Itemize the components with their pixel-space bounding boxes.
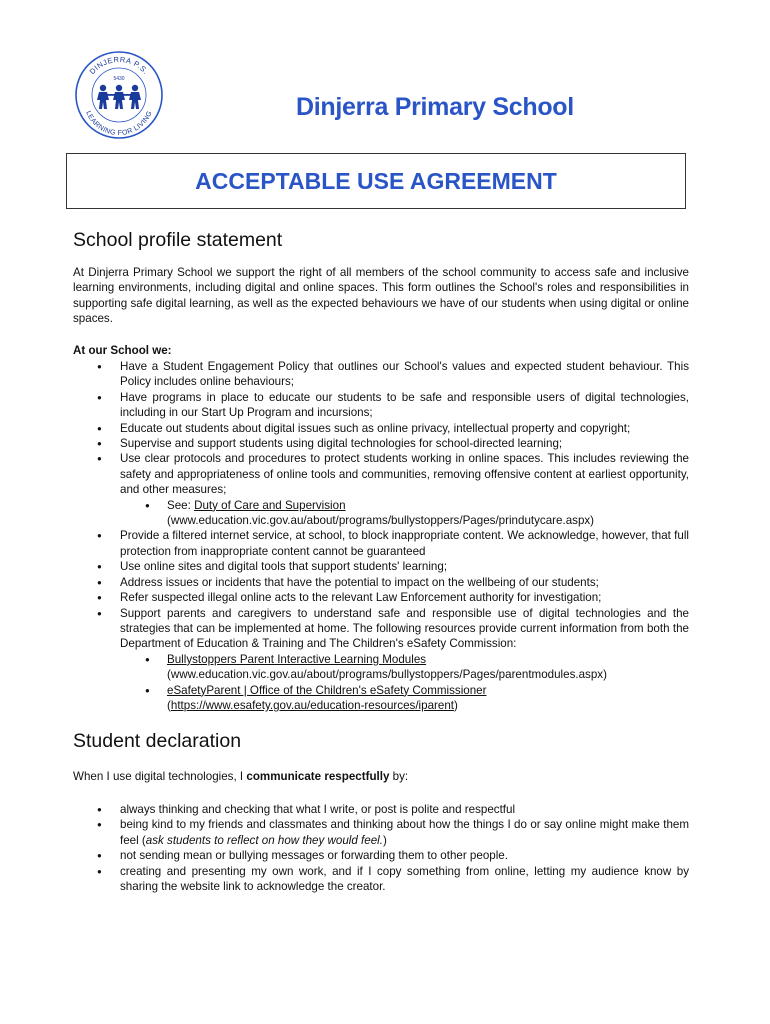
sub-list [120, 498, 689, 529]
list-item-text: being kind to my friends and classmates and thinking about how the things I do or say online might make them feel ( [120, 818, 689, 847]
student-declaration-heading: Student declaration [73, 730, 242, 752]
children-figures-icon [97, 85, 141, 109]
declaration-list [73, 802, 689, 894]
list-item-text: Use clear protocols and procedures to protect students working in online spaces. This includes reviewing the safety and appropriateness of online tools and communities, removing offensive content at earliest opportunity, and other measures; [120, 452, 689, 497]
bullystoppers-link[interactable]: Bullystoppers Parent Interactive Learning Modules [167, 652, 427, 666]
esafety-url-link[interactable]: https://www.esafety.gov.au/education-resources/iparent [170, 698, 454, 712]
list-item [73, 802, 689, 817]
logo-number: 5430 [113, 76, 125, 82]
list-item [73, 590, 689, 605]
list-item-text: Have a Student Engagement Policy that outlines our School's values and expected student behaviour. This Policy includes online behaviours; [120, 360, 689, 389]
list-item [73, 864, 689, 895]
intro-bold-text: communicate respectfully [246, 770, 390, 783]
list-item-text: not sending mean or bullying messages or forwarding them to other people. [120, 849, 508, 863]
logo-ring-bottom-text: LEARNING FOR LIVING [84, 109, 154, 138]
see-label: See: [167, 498, 195, 512]
paren-open: ( [167, 698, 171, 712]
sub-list-item [120, 498, 689, 529]
list-item-text: Supervise and support students using digital technologies for school-directed learning; [120, 437, 563, 451]
list-item [73, 421, 689, 436]
list-item-text: Educate out students about digital issues such as online privacy, intellectual property and copyright; [120, 421, 631, 435]
school-profile-heading: School profile statement [73, 229, 283, 251]
duty-of-care-link[interactable]: Duty of Care and Supervision [194, 498, 346, 512]
school-logo [74, 50, 164, 140]
list-item [73, 436, 689, 451]
italic-note: ask students to reflect on how they would feel. [145, 833, 383, 847]
logo-ring-top-text: DINJERRA P.S. [87, 54, 151, 77]
intro-text: When I use digital technologies, I [73, 770, 247, 783]
paren-close: ) [454, 698, 458, 712]
list-item-text: Refer suspected illegal online acts to the relevant Law Enforcement authority for investigation; [120, 591, 602, 605]
list-item [73, 528, 689, 559]
duty-of-care-url: (www.education.vic.gov.au/about/programs/bullystoppers/Pages/prindutycare.aspx) [167, 514, 595, 528]
list-item [73, 451, 689, 528]
list-item [73, 848, 689, 863]
at-our-school-subheading: At our School we: [73, 344, 172, 357]
list-item-text: ) [382, 833, 387, 847]
list-item-text: always thinking and checking that what I write, or post is polite and respectful [120, 803, 516, 816]
list-item-text: creating and presenting my own work, and if I copy something from online, letting my audience know by sharing the website link to acknowledge the creator. [120, 864, 689, 894]
school-profile-paragraph: At Dinjerra Primary School we support the right of all members of the school community to access safe and inclusive learning environments, including digital and online spaces. This form outlines the School's roles and responsibilities in supporting safe digital learning, as well as the expected behaviours we have of our students when using digital or online spaces. [73, 266, 689, 326]
list-item-text: Have programs in place to educate our students to be safe and responsible users of digital technologies, including in our Start Up Program and incursions; [120, 390, 689, 420]
list-item-text: Address issues or incidents that have the potential to impact on the wellbeing of our students; [120, 575, 599, 589]
declaration-intro [73, 769, 689, 784]
svg-text:LEARNING FOR LIVING [84, 110, 154, 137]
school-name: Dinjerra Primary School [296, 93, 574, 121]
list-item [73, 559, 689, 574]
sub-list-item [120, 683, 689, 714]
list-item [73, 606, 689, 714]
esafety-parent-link[interactable]: eSafetyParent | Office of the Children's eSafety Commissioner [167, 683, 487, 697]
agreement-title-box [66, 153, 686, 209]
list-item [73, 817, 689, 848]
list-item-text: Provide a filtered internet service, at school, to block inappropriate content. We acknowledge, however, that full protection from inappropriate content cannot be guaranteed [120, 529, 689, 558]
list-item-text: Support parents and caregivers to understand safe and responsible use of digital technologies and the strategies that can be implemented at home. The following resources provide current information from both the Department of Education & Training and The Children's eSafety Commission: [120, 606, 689, 651]
list-item [73, 359, 689, 390]
list-item-text: Use online sites and digital tools that support students' learning; [120, 560, 448, 574]
sub-list [120, 652, 689, 714]
list-item [73, 390, 689, 421]
bullystoppers-url: (www.education.vic.gov.au/about/programs/bullystoppers/Pages/parentmodules.aspx) [167, 668, 607, 682]
sub-list-item [120, 652, 689, 683]
intro-post-text: by: [389, 770, 409, 783]
school-commitments-list [73, 359, 689, 713]
agreement-title: ACCEPTABLE USE AGREEMENT [195, 168, 557, 194]
list-item [73, 575, 689, 590]
